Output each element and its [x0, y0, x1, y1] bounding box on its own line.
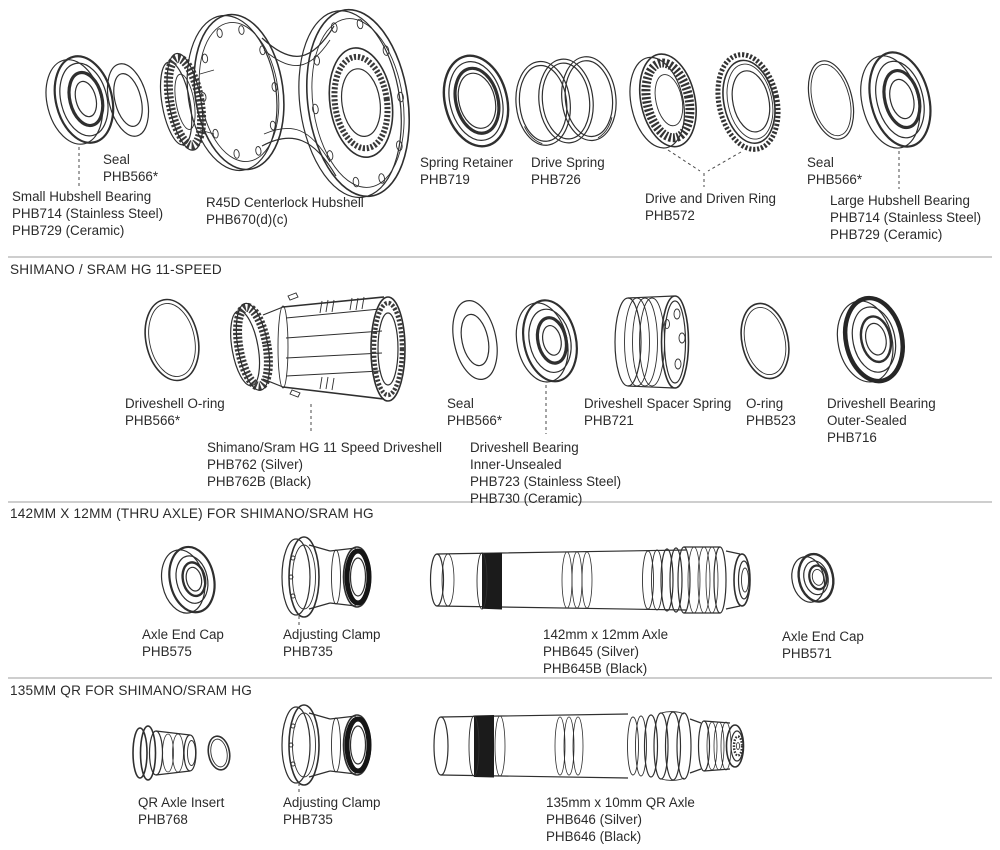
part-name: Driveshell Spacer Spring — [584, 396, 732, 411]
part-name: Driveshell O-ring — [125, 396, 225, 411]
part-code: PHB575 — [142, 644, 192, 659]
label-hubshell — [206, 194, 364, 228]
spring-retainer-drawing — [435, 49, 517, 153]
driveshell-bearing-inner-drawing — [509, 295, 584, 387]
driveshell-oring-drawing — [138, 294, 206, 385]
label-driveshell — [207, 439, 442, 490]
part-name: Axle End Cap — [782, 629, 864, 644]
part-code: PHB670(d)(c) — [206, 212, 288, 227]
part-code: PHB646 (Black) — [546, 829, 642, 844]
label-seal-hg11 — [447, 395, 502, 429]
thru-axle-drawing — [431, 547, 751, 613]
part-code: PHB646 (Silver) — [546, 812, 642, 827]
part-code: PHB714 (Stainless Steel) — [830, 210, 982, 225]
label-small-hubshell-bearing — [12, 188, 163, 239]
label-oring — [746, 395, 796, 429]
part-name: Large Hubshell Bearing — [830, 193, 970, 208]
label-spacer-spring — [584, 395, 731, 429]
part-code: PHB723 (Stainless Steel) — [470, 474, 622, 489]
label-qr-axle-insert — [138, 794, 224, 828]
part-name: Driveshell Bearing — [827, 396, 936, 411]
section-header-hg11: SHIMANO / SRAM HG 11-SPEED — [10, 262, 222, 277]
label-adjusting-clamp-142 — [283, 626, 381, 660]
part-code: PHB714 (Stainless Steel) — [12, 206, 164, 221]
adjusting-clamp-drawing-2 — [282, 705, 371, 785]
label-seal-right — [807, 154, 862, 188]
part-code: PHB566* — [807, 172, 863, 187]
label-driveshell-bearing-outer — [827, 395, 936, 446]
part-name: Drive and Driven Ring — [645, 191, 776, 206]
part-code: PHB762 (Silver) — [207, 457, 303, 472]
label-adjusting-clamp-135 — [283, 794, 381, 828]
part-name: 135mm x 10mm QR Axle — [546, 795, 695, 810]
spacer-spring-drawing — [615, 296, 689, 388]
label-drive-driven-ring — [645, 190, 776, 224]
seal-drawing-2 — [801, 56, 861, 144]
part-name: Adjusting Clamp — [283, 795, 381, 810]
axle-end-cap-left-drawing — [156, 543, 221, 618]
label-135-axle — [546, 794, 695, 845]
leader-line — [668, 150, 741, 187]
part-code: PHB735 — [283, 812, 333, 827]
adjusting-clamp-drawing — [282, 537, 371, 617]
part-code: PHB645B (Black) — [543, 661, 648, 676]
driven-ring-drawing — [710, 49, 787, 155]
part-code: PHB566* — [447, 413, 503, 428]
label-driveshell-oring — [125, 395, 225, 429]
section-header-135mm: 135MM QR FOR SHIMANO/SRAM HG — [10, 683, 253, 698]
part-name: Inner-Unsealed — [470, 457, 562, 472]
part-code: PHB645 (Silver) — [543, 644, 639, 659]
part-name: 142mm x 12mm Axle — [543, 627, 669, 642]
part-name: Spring Retainer — [420, 155, 514, 170]
part-code: PHB729 (Ceramic) — [830, 227, 943, 242]
part-code: PHB523 — [746, 413, 796, 428]
part-code: PHB730 (Ceramic) — [470, 491, 583, 506]
label-drive-spring — [531, 154, 605, 188]
label-seal-left — [103, 151, 158, 185]
part-code: PHB571 — [782, 646, 832, 661]
seal-drawing-3 — [446, 297, 504, 384]
drive-ring-drawing — [622, 49, 704, 154]
part-code: PHB735 — [283, 644, 333, 659]
driveshell-drawing — [225, 293, 405, 401]
part-name: Shimano/Sram HG 11 Speed Driveshell — [207, 440, 442, 455]
label-driveshell-bearing-inner — [470, 439, 621, 507]
part-code: PHB566* — [103, 169, 159, 184]
part-code: PHB726 — [531, 172, 581, 187]
part-name: R45D Centerlock Hubshell — [206, 195, 364, 210]
part-name: Drive Spring — [531, 155, 605, 170]
drive-spring-drawing — [512, 54, 620, 148]
part-code: PHB716 — [827, 430, 877, 445]
qr-axle-drawing — [434, 712, 744, 781]
part-code: PHB721 — [584, 413, 634, 428]
label-spring-retainer — [420, 154, 513, 188]
part-name: Axle End Cap — [142, 627, 224, 642]
label-large-hubshell-bearing — [830, 192, 981, 243]
part-name: QR Axle Insert — [138, 795, 225, 810]
label-142-axle — [543, 626, 668, 677]
label-axle-end-cap-right — [782, 628, 864, 662]
part-name: Driveshell Bearing — [470, 440, 579, 455]
part-code: PHB762B (Black) — [207, 474, 312, 489]
part-code: PHB572 — [645, 208, 695, 223]
part-code: PHB719 — [420, 172, 470, 187]
hubshell-drawing — [154, 3, 421, 204]
part-code: PHB729 (Ceramic) — [12, 223, 125, 238]
oring-drawing — [735, 299, 796, 383]
qr-insert-oring-drawing — [206, 734, 233, 771]
driveshell-bearing-outer-drawing — [830, 293, 910, 388]
part-name: Outer-Sealed — [827, 413, 907, 428]
section-header-142mm: 142MM X 12MM (THRU AXLE) FOR SHIMANO/SRAM HG — [10, 506, 374, 521]
large-hubshell-bearing-drawing — [851, 46, 939, 155]
part-name: Seal — [103, 152, 130, 167]
part-name: Seal — [807, 155, 834, 170]
part-name: Seal — [447, 396, 474, 411]
part-code: PHB768 — [138, 812, 188, 827]
label-axle-end-cap-left — [142, 626, 224, 660]
axle-end-cap-right-drawing — [788, 551, 838, 606]
part-name: Adjusting Clamp — [283, 627, 381, 642]
qr-axle-insert-drawing — [133, 726, 196, 780]
part-name: O-ring — [746, 396, 784, 411]
part-code: PHB566* — [125, 413, 181, 428]
part-name: Small Hubshell Bearing — [12, 189, 152, 204]
